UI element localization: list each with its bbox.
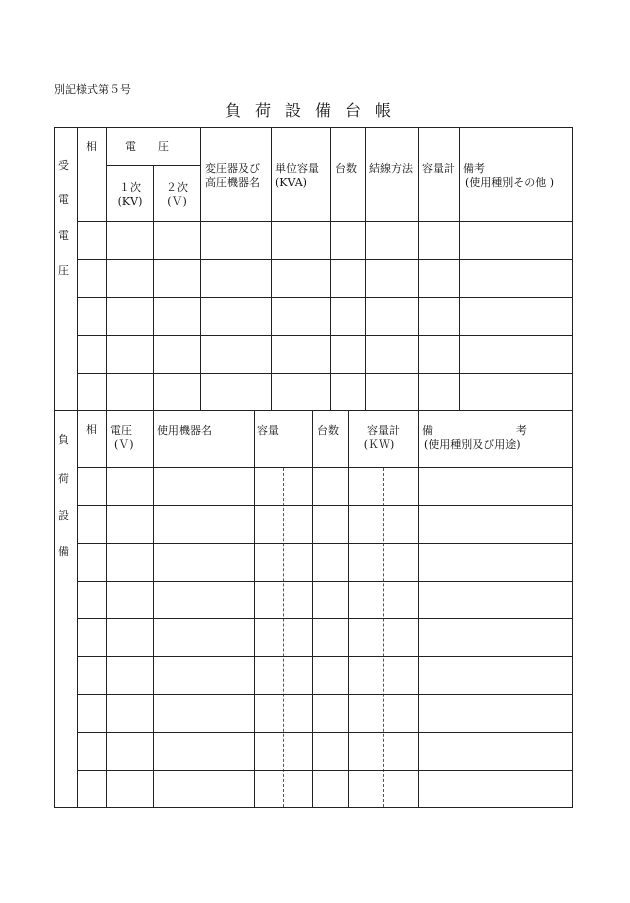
recv-side-char: 受: [58, 159, 69, 172]
recv-phase-header: 相: [86, 140, 97, 153]
recv-row-line: [77, 335, 572, 336]
load-side-char: 荷: [58, 472, 69, 485]
load-row-line: [77, 581, 572, 582]
load-phase-header: 相: [86, 423, 97, 436]
recv-voltage-header: 電 圧: [125, 140, 169, 153]
unit-capacity-unit: (KVA): [275, 176, 307, 189]
load-voltage-unit: (Ｖ): [114, 438, 134, 451]
load-row-line: [77, 694, 572, 695]
load-side-divider: [77, 410, 78, 807]
voltage-subheader-line: [106, 165, 201, 166]
form-number: 別記様式第５号: [54, 83, 131, 96]
load-side-char: 負: [58, 433, 69, 446]
load-remarks-header-left: 備: [422, 424, 433, 437]
load-count-header: 台数: [317, 424, 339, 437]
recv-row-line: [77, 221, 572, 222]
recv-total-capacity-header: 容量計: [422, 162, 455, 175]
load-remarks-header-right: 考: [516, 424, 527, 437]
load-side-char: 備: [58, 545, 69, 558]
load-side-char: 設: [58, 509, 69, 522]
load-total-capacity-unit: (ＫＷ): [363, 438, 395, 451]
outer-right-border: [572, 127, 573, 808]
recv-col-line: [271, 127, 272, 410]
load-col-line: [348, 410, 349, 807]
recv-side-char: 電: [58, 229, 69, 242]
recv-count-header: 台数: [335, 162, 357, 175]
recv-remarks-subheader: (使用種別その他 ): [465, 176, 555, 189]
recv-side-divider: [77, 127, 78, 410]
secondary-voltage-header: ２次: [166, 181, 188, 194]
load-equipment-ledger-table: [54, 127, 573, 808]
outer-bottom-border: [54, 807, 573, 808]
recv-col-line: [459, 127, 460, 410]
recv-side-char: 電: [58, 193, 69, 206]
total-capacity-decimal-guide: [383, 468, 384, 807]
load-col-line: [254, 410, 255, 807]
load-voltage-header: 電圧: [110, 424, 132, 437]
section-divider: [54, 410, 573, 411]
equipment-name-header: 使用機器名: [157, 424, 212, 437]
load-row-line: [77, 467, 572, 468]
load-col-line: [106, 410, 107, 807]
unit-capacity-header: 単位容量: [275, 162, 319, 175]
recv-col-line: [365, 127, 366, 410]
recv-col-line: [330, 127, 331, 410]
primary-voltage-unit: (KV): [117, 195, 143, 208]
load-row-line: [77, 618, 572, 619]
load-row-line: [77, 505, 572, 506]
outer-top-border: [54, 127, 573, 128]
recv-row-line: [77, 373, 572, 374]
recv-col-line: [200, 127, 201, 410]
load-remarks-subheader: (使用種別及び用途): [424, 438, 521, 451]
load-col-line: [153, 410, 154, 807]
load-row-line: [77, 543, 572, 544]
recv-row-line: [77, 297, 572, 298]
transformer-header: 変圧器及び: [205, 162, 260, 175]
recv-side-char: 圧: [58, 264, 69, 277]
load-col-line: [418, 410, 419, 807]
outer-left-border: [54, 127, 55, 808]
load-row-line: [77, 656, 572, 657]
load-total-capacity-header: 容量計: [367, 424, 400, 437]
primary-voltage-header: １次: [119, 181, 141, 194]
load-row-line: [77, 770, 572, 771]
form-title: 負荷設備台帳: [224, 101, 405, 120]
load-col-line: [312, 410, 313, 807]
recv-row-line: [77, 259, 572, 260]
transformer-header-line2: 高圧機器名: [205, 176, 260, 189]
secondary-voltage-unit: (Ｖ): [167, 195, 187, 208]
recv-col-line: [418, 127, 419, 410]
recv-col-line: [106, 127, 107, 410]
capacity-decimal-guide: [283, 468, 284, 807]
load-capacity-header: 容量: [257, 424, 279, 437]
recv-remarks-header: 備考: [463, 162, 485, 175]
connection-method-header: 結線方法: [369, 162, 413, 175]
load-row-line: [77, 732, 572, 733]
